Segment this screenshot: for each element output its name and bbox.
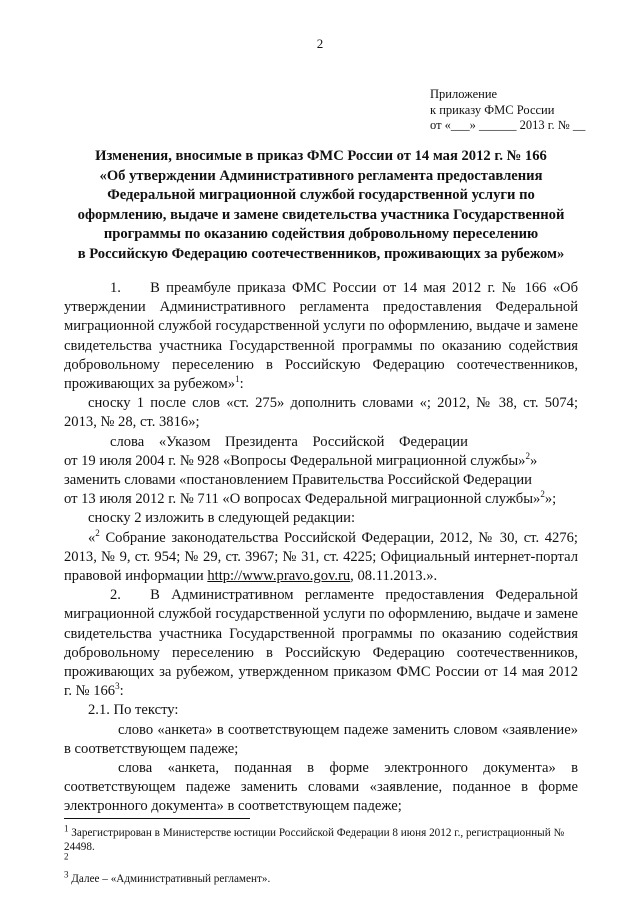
- footnote-ref-3: 3: [115, 681, 120, 692]
- paragraph-7: 2.1. По тексту:: [88, 702, 179, 719]
- paragraph-8: слово «анкета» в соответствующем падеже заменить словом «заявление» в соответствующем падеже;: [64, 721, 578, 757]
- document-title: [64, 147, 578, 264]
- footnote-mark-2: 2: [95, 527, 100, 538]
- paragraph-3b-text: от 19 июля 2004 г. № 928 «Вопросы Федеральной миграционной службы»: [64, 452, 526, 469]
- appendix-line-3: от «___» ______ 2013 г. № __: [430, 118, 586, 132]
- pravo-link[interactable]: http://www.pravo.gov.ru: [207, 568, 351, 585]
- paragraph-3a: слова «Указом Президента Российской Федерации: [110, 433, 468, 450]
- paragraph-4: сноску 2 изложить в следующей редакции:: [88, 510, 356, 527]
- paragraph-3d-text: от 13 июля 2012 г. № 711 «О вопросах Федеральной миграционной службы»: [64, 491, 541, 508]
- paragraph-2: сноску 1 после слов «ст. 275» дополнить словами «; 2012, № 38, ст. 5074; 2013, № 28, ст. 3816»;: [64, 395, 578, 431]
- title-line-3: Федеральной миграционной службой государственной услуги по: [107, 187, 535, 203]
- paragraph-3b: [64, 452, 578, 471]
- footnote-ref-2b: 2: [540, 489, 545, 500]
- paragraph-3d-end: »;: [544, 491, 557, 508]
- footnote-2: [64, 851, 578, 868]
- paragraph-5-end: , 08.11.2013.».: [350, 568, 438, 585]
- page-number: 2: [316, 36, 324, 51]
- title-line-4: оформлению, выдаче и замене свидетельства участника Государственной: [77, 206, 565, 223]
- footnote-3-mark: 3: [64, 869, 69, 880]
- paragraph-3d: [64, 490, 578, 509]
- paragraph-1-text: 1. В преамбуле приказа ФМС России от 14 мая 2012 г. № 166 «Об утверждении Административного регламента предоставления Федеральной миграционной службой государственной услуги по оформлению, выдаче и замене свидетельства участника Государственной программы по оказанию содействия добровольному переселению в Российскую Федерацию соотечественников, проживающих за рубежом»: [64, 280, 578, 393]
- footnote-separator: [64, 818, 250, 819]
- footnotes: [64, 823, 578, 886]
- paragraph-3b-end: »: [529, 452, 538, 469]
- footnote-1-mark: 1: [64, 823, 69, 834]
- footnote-ref-1: 1: [235, 374, 240, 385]
- paragraph-3c: заменить словами «постановлением Правительства Российской Федерации: [64, 472, 532, 489]
- footnote-1-text: Зарегистрирован в Министерстве юстиции Российской Федерации 8 июня 2012 г., регистрационный № 24498.: [64, 827, 565, 853]
- appendix-header: [430, 87, 585, 134]
- footnote-1: [64, 823, 578, 854]
- paragraph-5-text: Собрание законодательства Российской Федерации, 2012, № 30, ст. 4276; 2013, № 9, ст. 954; № 29, ст. 3967; № 31, ст. 4225; Официальный интернет-портал правовой информации: [64, 529, 578, 585]
- paragraph-1-end: :: [239, 376, 244, 393]
- title-line-5: программы по оказанию содействия добровольному переселению: [103, 226, 539, 242]
- document-body: [64, 279, 578, 817]
- title-line-2: «Об утверждении Административного регламента предоставления: [99, 167, 543, 184]
- appendix-line-2: к приказу ФМС России: [430, 102, 555, 117]
- paragraph-5: [64, 529, 578, 587]
- paragraph-5-open-quote: «: [88, 529, 96, 546]
- footnote-3-text: Далее – «Административный регламент».: [68, 873, 271, 885]
- paragraph-6-end: :: [119, 683, 124, 700]
- paragraph-6-text: 2. В Административном регламенте предоставления Федеральной миграционной службой государственной услуги по оформлению, выдаче и замене свидетельства участника Государственной программы по оказанию содействия добровольному переселению в Российскую Федерацию соотечественников, проживающих за рубежом, утвержденном приказом ФМС России от 14 мая 2012 г. № 166: [64, 587, 578, 700]
- paragraph-6: [64, 586, 578, 701]
- title-line-6: в Российскую Федерацию соотечественников, проживающих за рубежом»: [77, 245, 565, 262]
- appendix-line-1: Приложение: [430, 87, 498, 101]
- title-line-1: Изменения, вносимые в приказ ФМС России от 14 мая 2012 г. № 166: [95, 148, 547, 164]
- footnote-2-mark: 2: [64, 851, 69, 862]
- paragraph-1: [64, 279, 578, 394]
- footnote-ref-2: 2: [525, 450, 530, 461]
- footnote-3: [64, 869, 578, 886]
- paragraph-9: слова «анкета, поданная в форме электронного документа» в соответствующем падеже заменить словами «заявление, поданное в форме электронного документа» в соответствующем падеже;: [64, 760, 578, 815]
